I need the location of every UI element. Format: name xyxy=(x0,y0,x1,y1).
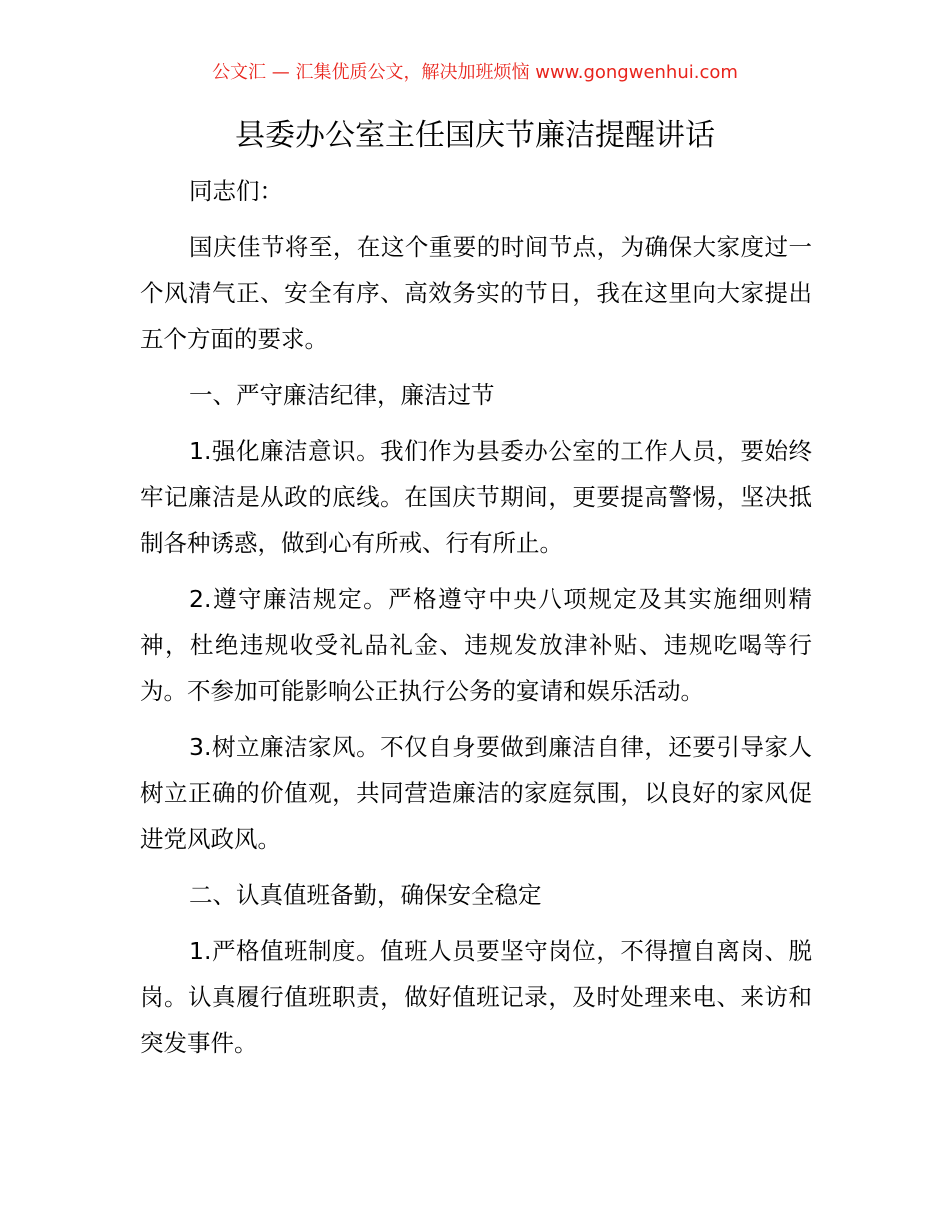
section-heading-1: 一、严守廉洁纪律，廉洁过节 xyxy=(189,381,495,409)
intro-paragraph: 国庆佳节将至，在这个重要的时间节点，为确保大家度过一个风清气正、安全有序、高效务实的节日，我在这里向大家提出五个方面的要求。 xyxy=(140,233,812,353)
document-body xyxy=(140,168,812,1067)
paragraph-1-1: 1.强化廉洁意识。我们作为县委办公室的工作人员，要始终牢记廉洁是从政的底线。在国庆节期间，更要提高警惕，坚决抵制各种诱惑，做到心有所戒、行有所止。 xyxy=(140,437,812,557)
document-title: 县委办公室主任国庆节廉洁提醒讲话 xyxy=(235,118,715,153)
section-heading-2: 二、认真值班备勤，确保安全稳定 xyxy=(189,881,542,909)
paragraph-2-1: 1.严格值班制度。值班人员要坚守岗位，不得擅自离岗、脱岗。认真履行值班职责，做好值班记录，及时处理来电、来访和突发事件。 xyxy=(140,937,812,1057)
paragraph-1-2: 2.遵守廉洁规定。严格遵守中央八项规定及其实施细则精神，杜绝违规收受礼品礼金、违规发放津补贴、违规吃喝等行为。不参加可能影响公正执行公务的宴请和娱乐活动。 xyxy=(140,585,812,705)
salutation: 同志们： xyxy=(189,177,283,205)
paragraph-1-3: 3.树立廉洁家风。不仅自身要做到廉洁自律，还要引导家人树立正确的价值观，共同营造廉洁的家庭氛围，以良好的家风促进党风政风。 xyxy=(140,733,812,853)
site-watermark-header: 公文汇 — 汇集优质公文，解决加班烦恼 www.gongwenhui.com xyxy=(212,62,738,83)
